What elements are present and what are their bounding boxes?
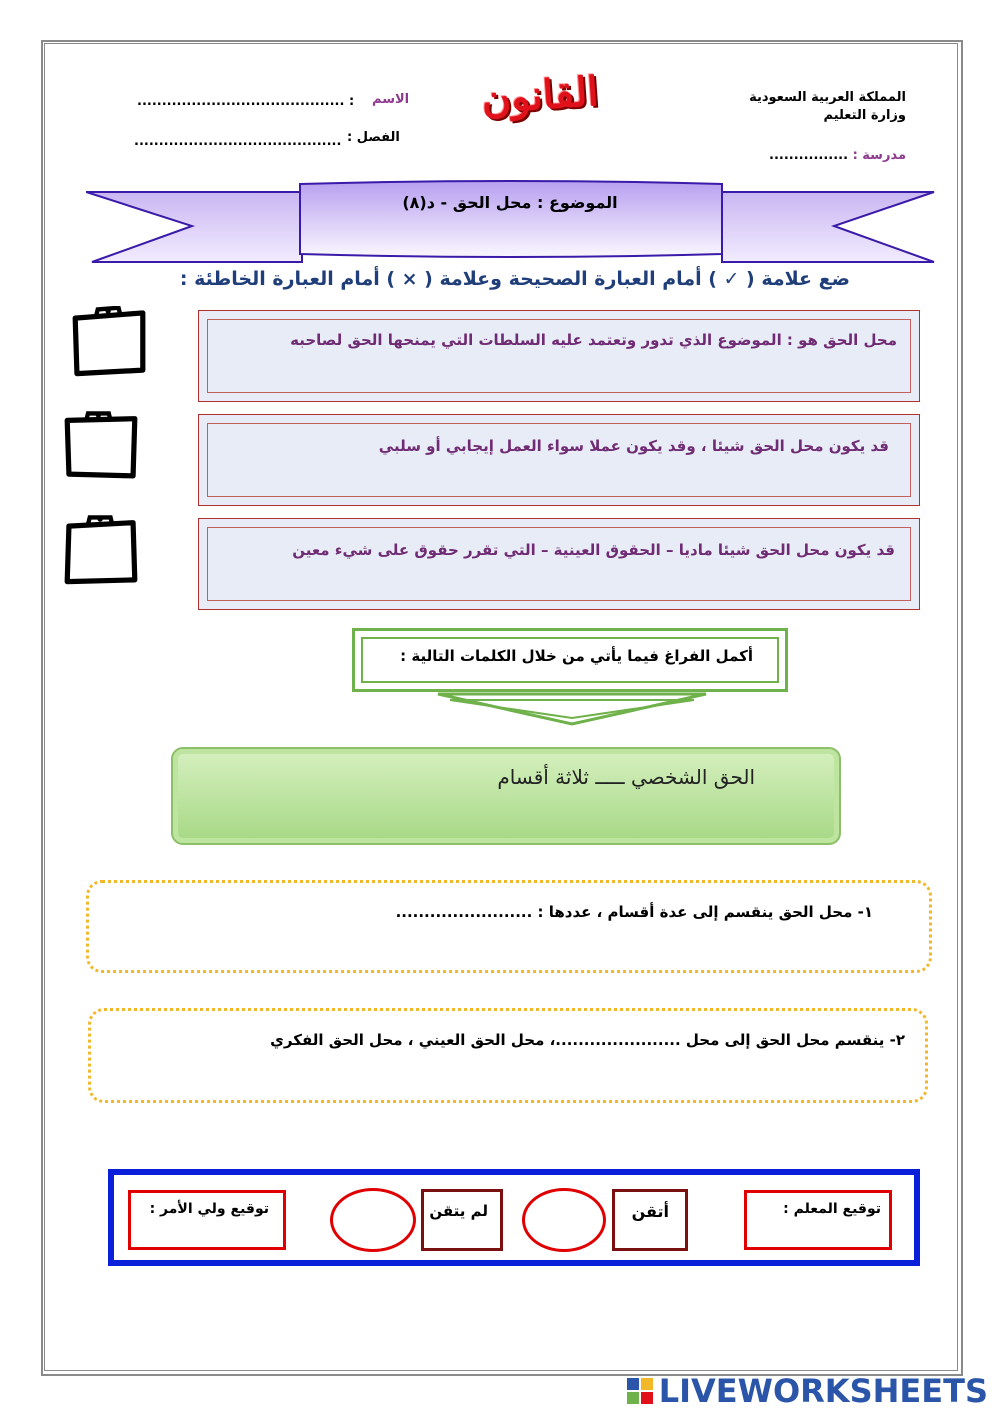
answer-box-3[interactable] bbox=[62, 514, 140, 592]
question-text-1[interactable]: ١- محل الحق ينقسم إلى عدة أقسام ، عددها : ........................ bbox=[395, 903, 873, 921]
question-box-2 bbox=[88, 1008, 928, 1103]
statement-text-3: قد يكون محل الحق شيئا ماديا – الحقوق العينية – التي تقرر حقوق على شيء معين bbox=[292, 541, 895, 559]
statement-text-2: قد يكون محل الحق شيئا ، وقد يكون عملا سواء العمل إيجابي أو سلبي bbox=[378, 437, 889, 455]
banner-right-tail bbox=[722, 192, 934, 262]
statement-box-1 bbox=[198, 310, 920, 402]
not-mastered-label: لم يتقن bbox=[429, 1202, 488, 1220]
question-text-2[interactable]: ٢- ينقسم محل الحق إلى محل ......................، محل الحق العيني ، محل الحق الفكري bbox=[270, 1031, 905, 1049]
mastered-circle[interactable] bbox=[522, 1188, 606, 1252]
word-bank-text: الحق الشخصي ـــــ ثلاثة أقسام bbox=[497, 765, 755, 789]
word-bank-box bbox=[171, 747, 841, 845]
down-arrow-icon bbox=[432, 692, 712, 728]
instruction-fill-text: أكمل الفراغ فيما يأتي من خلال الكلمات التالية : bbox=[400, 647, 753, 665]
banner-topic: الموضوع : محل الحق - د(٨) bbox=[402, 193, 618, 212]
not-mastered-circle[interactable] bbox=[330, 1188, 416, 1252]
liveworksheets-logo bbox=[627, 1372, 988, 1410]
name-label: الاسم bbox=[372, 92, 410, 107]
school-label: مدرسة : bbox=[852, 148, 906, 163]
instruction-fill-box bbox=[352, 628, 788, 692]
school-row bbox=[769, 148, 906, 163]
statement-bevel bbox=[207, 527, 911, 601]
parent-signature-box[interactable] bbox=[128, 1190, 286, 1250]
class-field[interactable]: .......................................... bbox=[134, 134, 342, 149]
instruction-true-false: ضع علامة ( ✓ ) أمام العبارة الصحيحة وعلامة ( × ) أمام العبارة الخاطئة : bbox=[179, 268, 850, 290]
page-title: القانون bbox=[480, 67, 600, 124]
class-label: الفصل : bbox=[347, 130, 400, 145]
question-box-1 bbox=[86, 880, 932, 973]
name-field[interactable]: .......................................... : bbox=[137, 94, 355, 109]
mastered-label: أتقن bbox=[631, 1202, 669, 1221]
parent-signature-label: توقيع ولي الأمر : bbox=[149, 1201, 269, 1217]
statement-text-1: محل الحق هو : الموضوع الذي تدور وتعتمد عليه السلطات التي يمنحها الحق لصاحبه bbox=[290, 331, 897, 349]
ministry-label: وزارة التعليم bbox=[823, 108, 906, 123]
banner-left-tail bbox=[86, 192, 302, 262]
kingdom-label: المملكة العربية السعودية bbox=[749, 90, 906, 105]
teacher-signature-label: توقيع المعلم : bbox=[783, 1201, 881, 1217]
liveworksheets-text: LIVEWORKSHEETS bbox=[658, 1372, 988, 1410]
answer-box-1[interactable] bbox=[70, 306, 148, 384]
school-blank[interactable]: ................ bbox=[769, 148, 849, 163]
mastered-box[interactable] bbox=[612, 1189, 688, 1251]
answer-box-2[interactable] bbox=[62, 410, 140, 488]
liveworksheets-icon bbox=[627, 1378, 655, 1406]
statement-box-3 bbox=[198, 518, 920, 610]
teacher-signature-box[interactable] bbox=[744, 1190, 892, 1250]
statement-bevel bbox=[207, 423, 911, 497]
statement-box-2 bbox=[198, 414, 920, 506]
not-mastered-box[interactable] bbox=[421, 1189, 503, 1251]
